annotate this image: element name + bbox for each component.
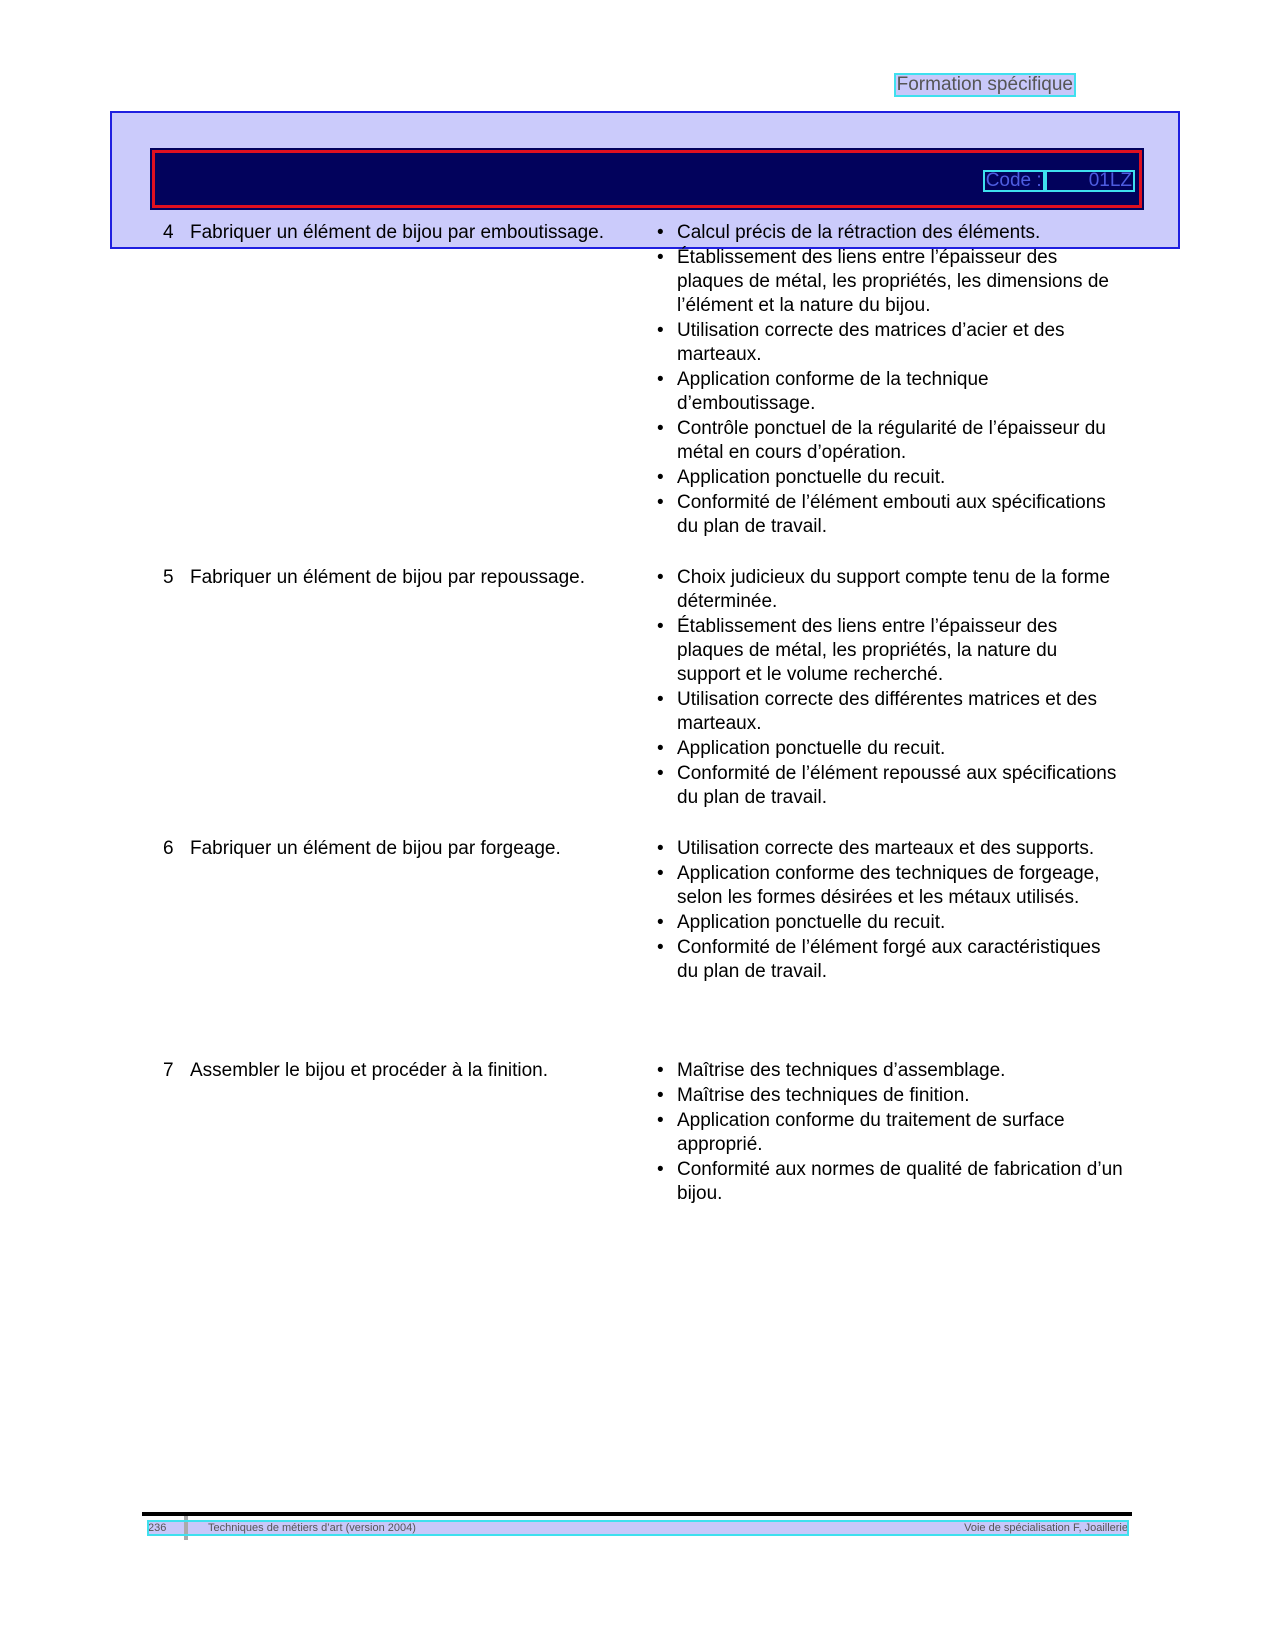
bullet-icon: •	[657, 1110, 664, 1131]
criterion-item: • Calcul précis de la rétraction des éléments.	[657, 222, 1041, 243]
competency-title: Assembler le bijou et procéder à la finition.	[190, 1060, 549, 1081]
bullet-icon: •	[657, 689, 664, 710]
banner-title-bar	[152, 150, 1142, 208]
bullet-icon: •	[657, 838, 664, 859]
bullet-icon: •	[657, 763, 664, 784]
criterion-item: • Conformité de l’élément repoussé aux spécifications du plan de travail.	[657, 763, 1117, 808]
criterion-item: • Application conforme du traitement de surface approprié.	[657, 1110, 1065, 1155]
bullet-icon: •	[657, 222, 664, 243]
code-label: Code :	[985, 170, 1042, 191]
specialization-label: Voie de spécialisation F, Joaillerie	[964, 1522, 1128, 1534]
criterion-item: • Application ponctuelle du recuit.	[657, 912, 946, 933]
page-footer	[148, 1521, 1128, 1535]
competency-number: 6	[163, 838, 174, 859]
bullet-icon: •	[657, 567, 664, 588]
bullet-icon: •	[657, 616, 664, 637]
competency-number: 4	[163, 222, 174, 243]
performance-criteria	[655, 1059, 1125, 1207]
criterion-item: • Établissement des liens entre l’épaisseur des plaques de métal, les propriétés, la nature du support et le volume recherché.	[657, 616, 1058, 685]
bullet-icon: •	[657, 492, 664, 513]
criterion-item: • Choix judicieux du support compte tenu de la forme déterminée.	[657, 567, 1111, 612]
bullet-icon: •	[657, 863, 664, 884]
code-value: 01LZ	[1047, 172, 1133, 190]
bullet-icon: •	[657, 467, 664, 488]
competency-title: Fabriquer un élément de bijou par repoussage.	[190, 567, 586, 588]
criterion-item: • Application conforme de la technique d’emboutissage.	[657, 369, 989, 414]
competency-title: Fabriquer un élément de bijou par forgeage.	[190, 838, 561, 859]
criterion-item: • Conformité aux normes de qualité de fabrication d’un bijou.	[657, 1159, 1123, 1204]
criterion-item: • Conformité de l’élément embouti aux spécifications du plan de travail.	[657, 492, 1106, 537]
bullet-icon: •	[657, 369, 664, 390]
footer-separator	[184, 1516, 188, 1540]
bullet-icon: •	[657, 247, 664, 268]
document-title: Techniques de métiers d’art (version 2004)	[208, 1522, 416, 1534]
competency-title: Fabriquer un élément de bijou par emboutissage.	[190, 222, 605, 243]
competency-number: 5	[163, 567, 174, 588]
bullet-icon: •	[657, 1159, 664, 1180]
performance-criteria	[655, 837, 1125, 985]
criterion-item: • Conformité de l’élément forgé aux caractéristiques du plan de travail.	[657, 937, 1101, 982]
bullet-icon: •	[657, 1085, 664, 1106]
bullet-icon: •	[657, 937, 664, 958]
criterion-item: • Utilisation correcte des marteaux et des supports.	[657, 838, 1095, 859]
performance-criteria	[655, 566, 1125, 811]
competency-code	[985, 171, 1133, 191]
section-title: Formation spécifique	[896, 74, 1073, 95]
criterion-item: • Maîtrise des techniques de finition.	[657, 1085, 970, 1106]
bullet-icon: •	[657, 320, 664, 341]
criterion-item: • Établissement des liens entre l’épaisseur des plaques de métal, les propriétés, les dimensions de l’élément et la nature du bijou.	[657, 247, 1109, 316]
bullet-icon: •	[657, 1060, 664, 1081]
criterion-item: • Utilisation correcte des différentes matrices et des marteaux.	[657, 689, 1097, 734]
criterion-item: • Application ponctuelle du recuit.	[657, 738, 946, 759]
bullet-icon: •	[657, 912, 664, 933]
criterion-item: • Maîtrise des techniques d’assemblage.	[657, 1060, 1006, 1081]
criterion-item: • Application conforme des techniques de forgeage, selon les formes désirées et les métaux utilisés.	[657, 863, 1100, 908]
criterion-item: • Utilisation correcte des matrices d’acier et des marteaux.	[657, 320, 1065, 365]
competency-number: 7	[163, 1060, 174, 1081]
page-number: 236	[148, 1522, 167, 1534]
criterion-item: • Contrôle ponctuel de la régularité de l’épaisseur du métal en cours d’opération.	[657, 418, 1106, 463]
bullet-icon: •	[657, 738, 664, 759]
bullet-icon: •	[657, 418, 664, 439]
footer-divider	[142, 1512, 1132, 1516]
performance-criteria	[655, 221, 1125, 540]
criterion-item: • Application ponctuelle du recuit.	[657, 467, 946, 488]
